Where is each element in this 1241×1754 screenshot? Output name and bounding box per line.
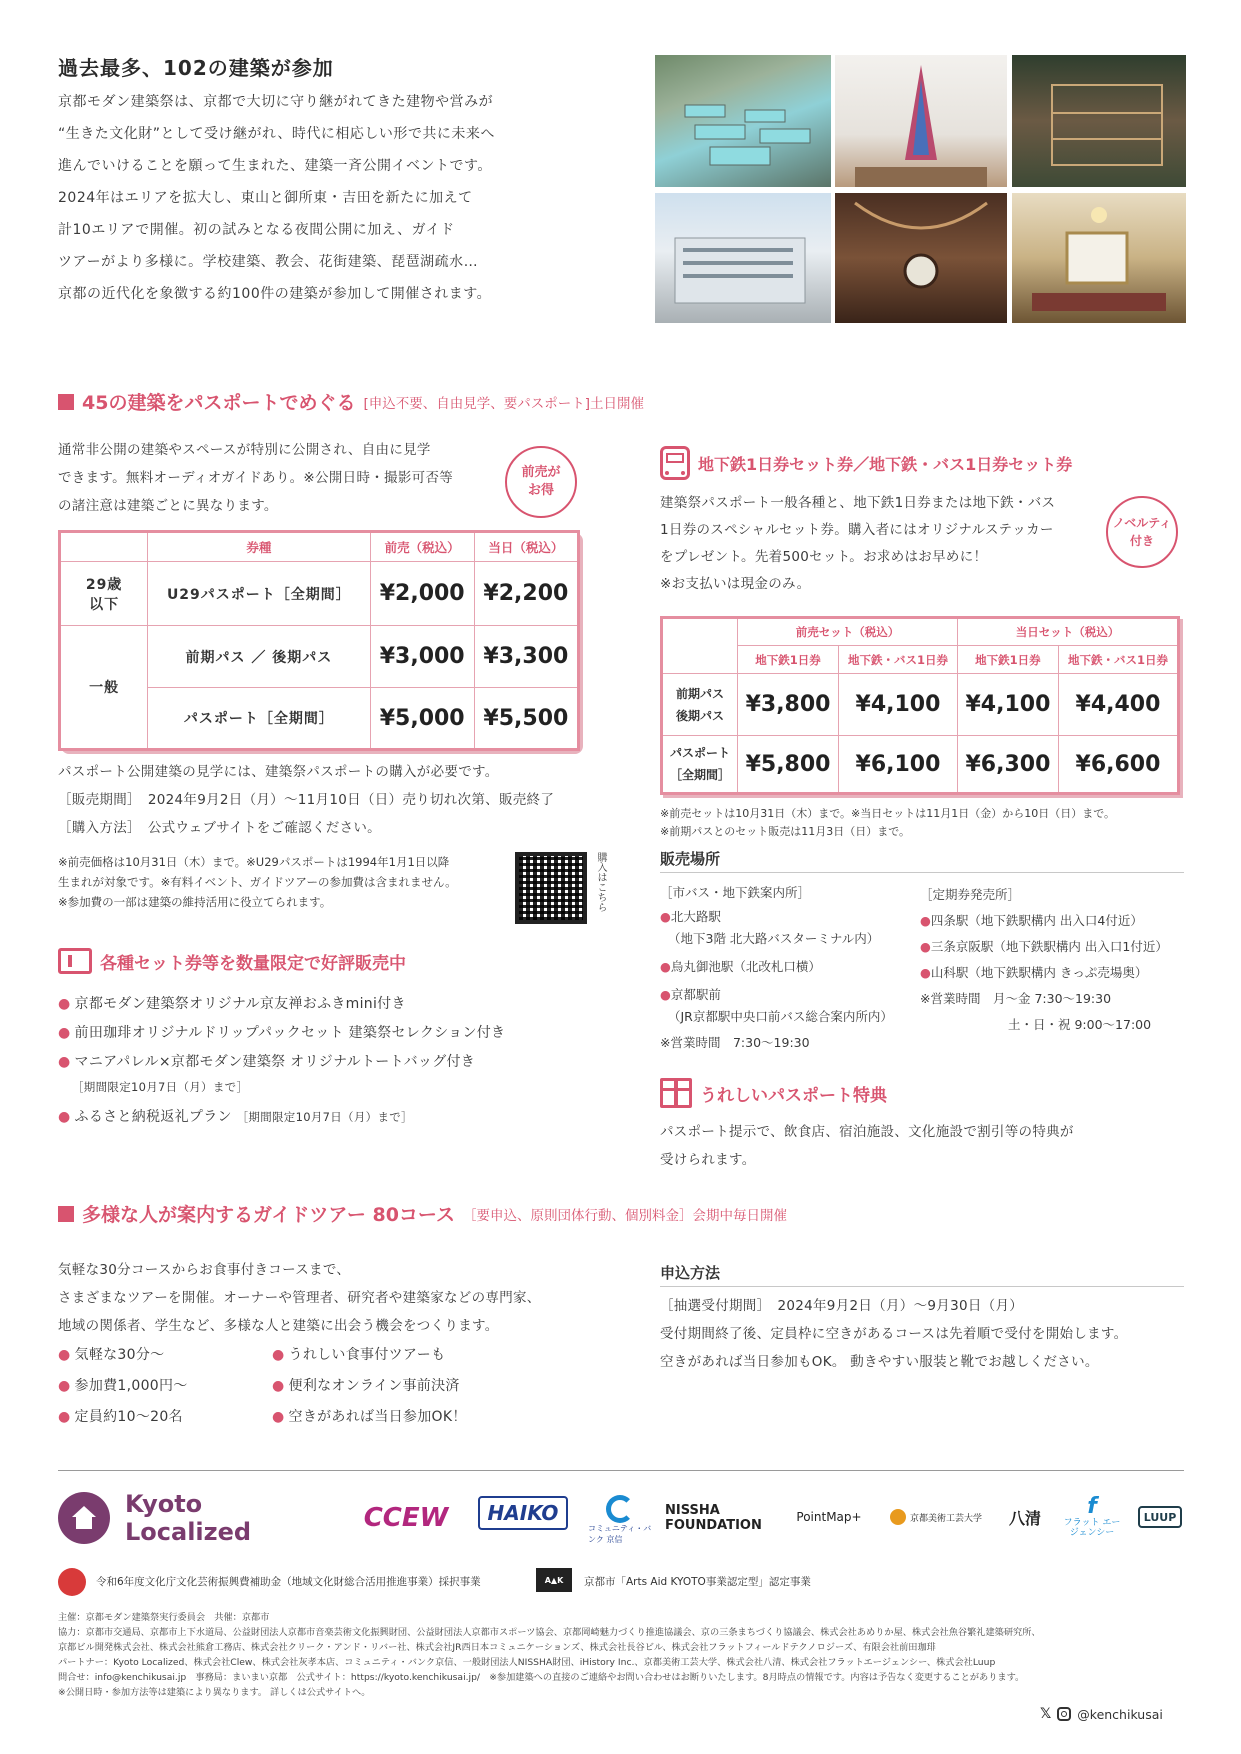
place-sub: （JR京都駅中央口前バス総合案内所内） <box>668 1009 893 1024</box>
place-name: 京都駅前 <box>670 987 721 1002</box>
subway-notes <box>660 805 1200 841</box>
row-group-label: 29歳 以下 <box>60 562 148 626</box>
tours-bullets-left <box>58 1340 278 1433</box>
sets-list <box>58 990 618 1132</box>
arts-aid-logo <box>536 1568 572 1592</box>
table-row <box>662 736 1179 794</box>
logo-haiko: HAIKO <box>478 1496 568 1530</box>
list-item-text: 定員約10〜20名 <box>74 1409 183 1425</box>
subway-title: 地下鉄1日券セット券／地下鉄・バス1日券セット券 <box>698 454 1073 474</box>
perks-desc <box>660 1118 1180 1174</box>
perks-title: うれしいパスポート特典 <box>700 1085 887 1106</box>
footer-line: 問合せ：info@kenchikusai.jp 事務局：まいまい京都 公式サイト：https://kyoto.kenchikusai.jp/ ※参加建築への直接のご連絡やお問い合わせはお断りいたします。8月時点の情報です。内容は予告なく変更することがあります。 <box>58 1672 1025 1683</box>
sameday-price: ¥3,300 <box>474 626 578 688</box>
apply-line: ［抽選受付期間］ 2024年9月2日（月）〜9月30日（月） <box>660 1298 1024 1314</box>
bunkacho-logo <box>58 1568 86 1596</box>
subway-price-table <box>660 616 1180 795</box>
list-item-sub: ［期間限定10月7日（月）まで］ <box>72 1080 249 1094</box>
place-name: 三条京阪駅（地下鉄駅構内 出入口1付近） <box>930 939 1168 954</box>
place-name: 北大路駅 <box>670 909 721 924</box>
square-icon <box>58 394 74 410</box>
subway-desc-line: 1日券のスペシャルセット券。購入者にはオリジナルステッカー <box>660 522 1054 538</box>
list-item: ●四条駅（地下鉄駅構内 出入口4付近） <box>920 913 1143 928</box>
table-row <box>662 674 1179 736</box>
note-line: ※前売セットは10月31日（木）まで。※当日セットは11月1日（金）から10日（日）まで。 <box>660 807 1115 820</box>
note-line: ※参加費の一部は建築の維持活用に役立てられます。 <box>58 895 332 909</box>
set-price: ¥4,100 <box>839 674 958 736</box>
list-item: ● 便利なオンライン事前決済 <box>272 1378 460 1394</box>
intro-line: 2024年はエリアを拡大し、東山と御所東・吉田を新たに加えて <box>58 190 473 206</box>
passport-desc-line: の諸注意は建築ごとに異なります。 <box>58 498 278 514</box>
footer-line: パートナー：Kyoto Localized、株式会社Clew、株式会社灰孝本店、コミュニティ・バンク京信、一般財団法人NISSHA財団、iHistory Inc.、京都美術工芸大学、株式会社八清、株式会社フラットエージェンシー、株式会社Luup <box>58 1657 996 1668</box>
tours-desc <box>58 1256 618 1340</box>
divider <box>660 872 1184 873</box>
table-header: 前売（税込） <box>370 532 474 562</box>
sales-left-head: ［市バス・地下鉄案内所］ <box>660 885 811 900</box>
intro-line: 計10エリアで開催。初の試みとなる夜間公開に加え、ガイド <box>58 222 455 238</box>
community-bank-icon <box>606 1495 634 1523</box>
table-header-row <box>662 646 1179 674</box>
info-line: ［購入方法］ 公式ウェブサイトをご確認ください。 <box>58 820 381 836</box>
list-item-text: 気軽な30分〜 <box>74 1347 165 1363</box>
photo-school-building <box>655 193 831 323</box>
list-item: ● ふるさと納税返礼プラン ［期間限定10月7日（月）まで］ <box>58 1109 413 1125</box>
table-sub-header: 地下鉄1日券 <box>957 646 1058 674</box>
row-group-label: 一般 <box>60 626 148 750</box>
table-header-empty <box>60 532 148 562</box>
tours-line: 地域の関係者、学生など、多様な人と建築に出会う機会をつくります。 <box>58 1318 499 1334</box>
grant-left: 令和6年度文化庁文化芸術振興費補助金（地域文化財総合活用推進事業）採択事業 <box>96 1576 481 1588</box>
passport-price-table <box>58 530 580 751</box>
footer-divider <box>58 1470 1184 1471</box>
ticket-name: 前期パス ／ 後期パス <box>148 626 370 688</box>
list-item: ●三条京阪駅（地下鉄駅構内 出入口1付近） <box>920 939 1168 954</box>
set-price: ¥6,100 <box>839 736 958 794</box>
tours-line: 気軽な30分コースからお食事付きコースまで、 <box>58 1262 351 1278</box>
table-header: 当日（税込） <box>474 532 578 562</box>
table-header: 券種 <box>148 532 370 562</box>
intro-title: 過去最多、102の建築が参加 <box>58 56 334 80</box>
presale-price: ¥2,000 <box>370 562 474 626</box>
apply-desc <box>660 1292 1200 1376</box>
footer-line: 協力：京都市交通局、京都市上下水道局、公益財団法人京都市音楽芸術文化振興財団、公益財団法人京都市スポーツ協会、京都岡崎魅力づくり推進協議会、京の三条まちづくり協議会、株式会社あめりか屋、株式会社魚谷繁礼建築研究所、 <box>58 1627 1041 1638</box>
table-header-row <box>60 532 579 562</box>
grant-right: 京都市「Arts Aid KYOTO事業認定型」認定事業 <box>584 1576 811 1588</box>
passport-desc-line: できます。無料オーディオガイドあり。※公開日時・撮影可否等 <box>58 470 454 486</box>
ticket-name: パスポート［全期間］ <box>148 688 370 750</box>
sets-section-title <box>58 948 406 974</box>
set-price: ¥5,800 <box>738 736 839 794</box>
square-icon <box>58 1206 74 1222</box>
table-group-header: 当日セット（税込） <box>957 618 1178 646</box>
photo-church-stained-glass <box>835 55 1007 187</box>
social-links <box>1040 1706 1163 1722</box>
logo-text: 京都美術工芸大学 <box>909 1513 982 1524</box>
list-item: ●山科駅（地下鉄駅構内 きっぷ売場奥） <box>920 965 1148 980</box>
list-item: ● 定員約10〜20名 <box>58 1409 183 1425</box>
place-name: 山科駅（地下鉄駅構内 きっぷ売場奥） <box>930 965 1148 980</box>
list-item: ● 前田珈琲オリジナルドリップパックセット 建築祭セレクション付き <box>58 1025 506 1041</box>
row-label: 前期パス 後期パス <box>662 674 738 736</box>
passport-title: 45の建築をパスポートでめぐる <box>82 392 356 414</box>
presale-badge <box>505 446 577 518</box>
table-sub-header: 地下鉄・バス1日券 <box>839 646 958 674</box>
footer-line: 京都ビル開発株式会社、株式会社熊倉工務店、株式会社クリーク・アンド・リバー社、株式会社JR西日本コミュニケーションズ、株式会社長谷ビル、株式会社フラットフィールドテクノロジーズ、有限会社前田珈琲 <box>58 1642 936 1653</box>
note-line: ※前売価格は10月31日（木）まで。※U29パスポートは1994年1月1日以降 <box>58 855 450 869</box>
logo-kyobi <box>888 1500 984 1534</box>
row-label: パスポート ［全期間］ <box>662 736 738 794</box>
set-price: ¥6,600 <box>1058 736 1178 794</box>
apply-line: 受付期間終了後、定員枠に空きがあるコースは先着順で受付を開始します。 <box>660 1326 1128 1342</box>
table-sub-header: 地下鉄1日券 <box>738 646 839 674</box>
sales-right <box>920 882 1190 1038</box>
apply-line: 空きがあれば当日参加もOK。 動きやすい服装と靴でお越しください。 <box>660 1354 1099 1370</box>
x-icon[interactable]: 𝕏 <box>1040 1706 1052 1722</box>
passport-desc-line: 通常非公開の建築やスペースが特別に公開され、自由に見学 <box>58 442 431 458</box>
set-price: ¥4,400 <box>1058 674 1178 736</box>
intro-line: “生きた文化財”として受け継がれ、時代に相応しい形で共に未来へ <box>58 126 495 142</box>
info-line: ［販売期間］ 2024年9月2日（月）〜11月10日（日）売り切れ次第、販売終了 <box>58 792 555 808</box>
photo-western-salon <box>1012 193 1186 323</box>
apply-title: 申込方法 <box>660 1264 721 1282</box>
note-line: 生まれが対象です。※有料イベント、ガイドツアーの参加費は含まれません。 <box>58 875 457 889</box>
badge-line: 付き <box>1129 534 1154 548</box>
list-item-sub: ［期間限定10月7日（月）まで］ <box>236 1110 413 1124</box>
logo-clew: CCEW <box>363 1503 449 1533</box>
passport-desc <box>58 436 498 520</box>
list-item: ●京都駅前 <box>660 987 721 1002</box>
footer-line: 主催：京都モダン建築祭実行委員会 共催：京都市 <box>58 1612 270 1623</box>
sameday-price: ¥2,200 <box>474 562 578 626</box>
presale-price: ¥3,000 <box>370 626 474 688</box>
gift-icon <box>660 1078 692 1108</box>
logo-nissha: NISSHA FOUNDATION <box>665 1503 762 1533</box>
place-sub: （地下3階 北大路バスターミナル内） <box>668 931 880 946</box>
sales-right-head: ［定期券発売所］ <box>920 887 1021 902</box>
logo-hachise: 八清 <box>1008 1508 1041 1528</box>
hours: 土・日・祝 9:00〜17:00 <box>1008 1017 1152 1032</box>
perks-line: パスポート提示で、飲食店、宿泊施設、文化施設で割引等の特典が <box>660 1124 1074 1140</box>
subway-section-title <box>660 446 1072 480</box>
badge-line: 前売が <box>521 465 561 480</box>
list-item-text: マニアパレル×京都モダン建築祭 オリジナルトートバッグ付き <box>74 1054 476 1070</box>
list-item: ● 京都モダン建築祭オリジナル京友禅おふきmini付き <box>58 996 406 1012</box>
table-header-row <box>662 618 1179 646</box>
place-name: 四条駅（地下鉄駅構内 出入口4付近） <box>930 913 1143 928</box>
subway-desc-line: をプレゼント。先着500セット。お求めはお早めに！ <box>660 549 988 565</box>
list-item-text: 参加費1,000円〜 <box>74 1378 188 1394</box>
badge-line: お得 <box>527 483 554 498</box>
intro-line: 京都の近代化を象徴する約100件の建築が参加して開催されます。 <box>58 286 492 302</box>
photo-water-facility <box>655 55 831 187</box>
passport-purchase-info <box>58 758 618 842</box>
tours-line: さまざまなツアーを開催。オーナーや管理者、研究者や建築家などの専門家、 <box>58 1290 541 1306</box>
table-header-empty <box>662 618 738 674</box>
perks-line: 受けられます。 <box>660 1152 756 1168</box>
divider <box>660 1286 1184 1287</box>
table-row <box>60 562 579 626</box>
badge-line: ノベルティ <box>1112 516 1172 530</box>
subway-desc-line: ※お支払いは現金のみ。 <box>660 576 811 592</box>
sales-left <box>660 882 910 1054</box>
logo-kyoto-localized: Kyoto Localized <box>125 1490 252 1546</box>
list-item: ● 気軽な30分〜 <box>58 1347 165 1363</box>
footer-line: ※公開日時・参加方法等は建築により異なります。 詳しくは公式サイトへ。 <box>58 1687 371 1698</box>
table-group-header: 前売セット（税込） <box>738 618 958 646</box>
instagram-icon[interactable] <box>1057 1707 1071 1721</box>
set-price: ¥6,300 <box>957 736 1058 794</box>
list-item: ●烏丸御池駅（北改札口横） <box>660 959 821 974</box>
hours: ※営業時間 月〜金 7:30〜19:30 <box>920 991 1112 1006</box>
info-line: パスポート公開建築の見学には、建築祭パスポートの購入が必要です。 <box>58 764 499 780</box>
passport-note: [申込不要、自由見学、要パスポート]土日開催 <box>363 395 644 412</box>
ticket-icon <box>58 948 92 974</box>
intro-line: 京都モダン建築祭は、京都で大切に守り継がれてきた建物や営みが <box>58 94 494 110</box>
tours-section-title <box>58 1200 787 1227</box>
list-item: ●北大路駅 <box>660 909 721 924</box>
set-price: ¥4,100 <box>957 674 1058 736</box>
list-item-text: 京都モダン建築祭オリジナル京友禅おふきmini付き <box>74 996 406 1012</box>
flat-icon: f <box>1087 1494 1097 1519</box>
photo-wooden-building <box>1012 55 1186 187</box>
logo-pointmap: PointMap+ <box>796 1510 862 1524</box>
qr-label: 購入はこちら <box>595 852 606 912</box>
list-item-text: 前田珈琲オリジナルドリップパックセット 建築祭セレクション付き <box>74 1025 506 1041</box>
passport-section-title <box>58 388 644 415</box>
list-item: ● マニアパレル×京都モダン建築祭 オリジナルトートバッグ付き <box>58 1054 476 1070</box>
sets-title: 各種セット券等を数量限定で好評販売中 <box>100 953 406 974</box>
set-price: ¥3,800 <box>738 674 839 736</box>
photo-church-rose-window <box>835 193 1007 323</box>
subway-desc-line: 建築祭パスポート一般各種と、地下鉄1日券または地下鉄・バス <box>660 495 1056 511</box>
sameday-price: ¥5,500 <box>474 688 578 750</box>
train-icon <box>660 446 690 480</box>
kyoto-modern-logo <box>58 1492 110 1544</box>
table-sub-header: 地下鉄・バス1日券 <box>1058 646 1178 674</box>
intro-line: 進んでいけることを願って生まれた、建築一斉公開イベントです。 <box>58 158 492 174</box>
subway-desc <box>660 490 1100 598</box>
note-line: ※前期パスとのセット販売は11月3日（日）まで。 <box>660 825 910 838</box>
logo-community-bank <box>588 1494 652 1546</box>
perks-section-title <box>660 1078 887 1108</box>
sales-title: 販売場所 <box>660 850 721 868</box>
list-item: ● 空きがあれば当日参加OK！ <box>272 1409 467 1425</box>
passport-notes <box>58 852 518 912</box>
place-name: 烏丸御池駅（北改札口横） <box>670 959 821 974</box>
ticket-name: U29パスポート［全期間］ <box>148 562 370 626</box>
intro-line: ツアーがより多様に。学校建築、教会、花街建築、琵琶湖疏水… <box>58 254 479 270</box>
logo-text: フラット エージェンシー <box>1063 1518 1121 1538</box>
logo-flat-agency <box>1062 1490 1122 1544</box>
list-item-text: ふるさと納税返礼プラン <box>74 1109 232 1125</box>
list-item-text: 便利なオンライン事前決済 <box>288 1378 460 1394</box>
qr-code[interactable] <box>515 852 587 924</box>
tours-note: ［要申込、原則団体行動、個別料金］会期中毎日開催 <box>462 1207 787 1224</box>
tours-title: 多様な人が案内するガイドツアー 80コース <box>82 1204 455 1226</box>
table-row <box>60 626 579 688</box>
logo-text: コミュニティ・バンク 京信 <box>588 1524 652 1544</box>
logo-luup: LUUP <box>1138 1506 1182 1528</box>
social-handle[interactable]: @kenchikusai <box>1077 1706 1163 1722</box>
hours: ※営業時間 7:30〜19:30 <box>660 1035 810 1050</box>
novelty-badge <box>1106 496 1178 568</box>
list-item-text: うれしい食事付ツアーも <box>288 1347 446 1363</box>
list-item-text: 空きがあれば当日参加OK！ <box>288 1409 467 1425</box>
presale-price: ¥5,000 <box>370 688 474 750</box>
list-item: ● 参加費1,000円〜 <box>58 1378 188 1394</box>
kyobi-icon <box>890 1509 906 1525</box>
list-item: ● うれしい食事付ツアーも <box>272 1347 446 1363</box>
tours-bullets-right <box>272 1340 572 1433</box>
footer-credits <box>58 1610 1184 1700</box>
intro-text <box>58 86 598 310</box>
arts-aid-icon: A▲K <box>544 1575 564 1585</box>
